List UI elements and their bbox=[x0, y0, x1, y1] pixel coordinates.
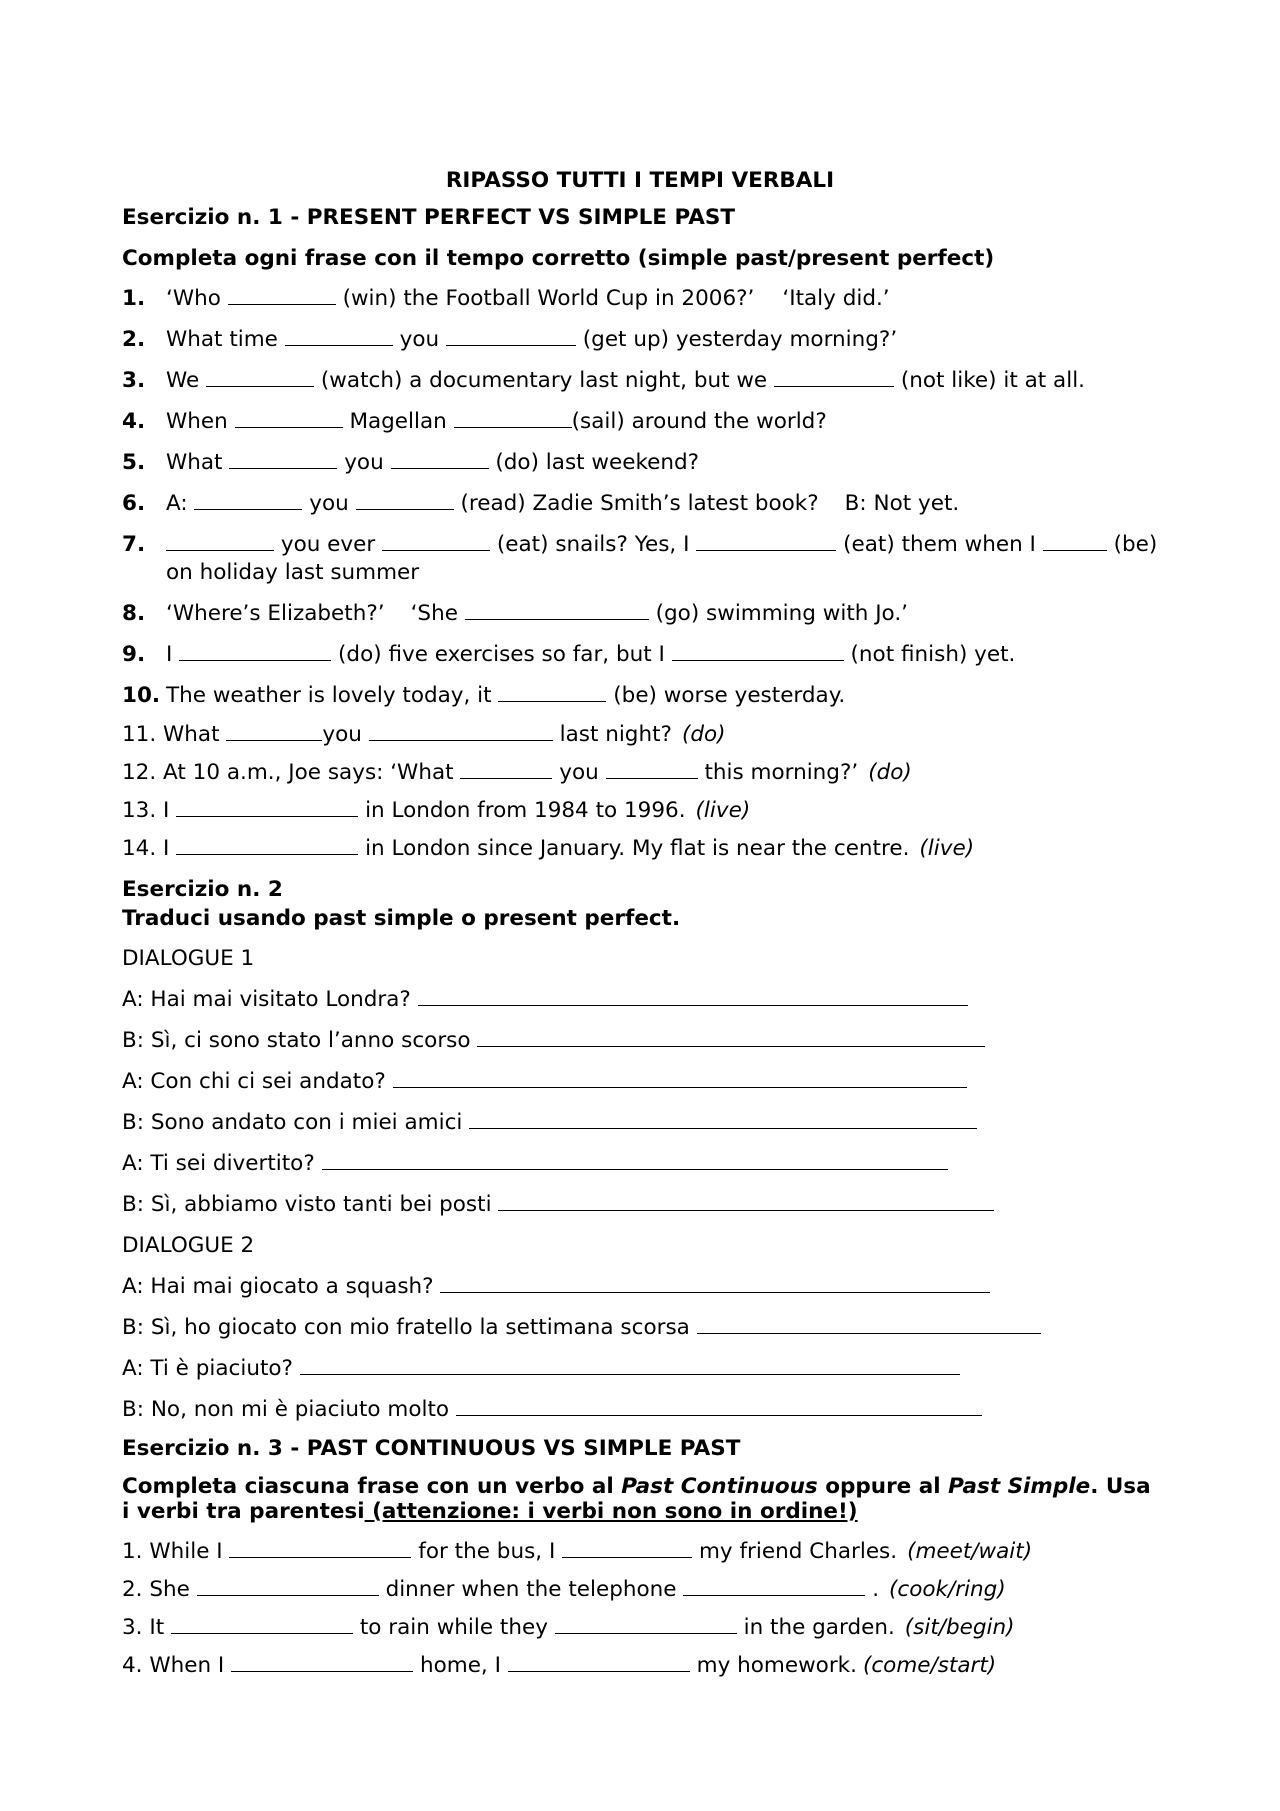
answer-blank[interactable] bbox=[562, 1556, 692, 1558]
exercise-1-item: 6. A: you (read) Zadie Smith’s latest book? B: Not yet. bbox=[122, 491, 960, 516]
exercise-1-item: 10. The weather is lovely today, it (be) worse yesterday. bbox=[122, 683, 846, 708]
exercise-1-item: 8. ‘Where’s Elizabeth?’ ‘She (go) swimming with Jo.’ bbox=[122, 601, 908, 626]
answer-blank[interactable] bbox=[465, 618, 649, 620]
answer-blank[interactable] bbox=[696, 549, 836, 551]
exercise-3-item: 2. She dinner when the telephone . (cook/ring) bbox=[122, 1577, 1006, 1602]
translation-blank[interactable] bbox=[469, 1127, 977, 1129]
answer-blank[interactable] bbox=[1043, 549, 1107, 551]
dialogue-line: A: Hai mai visitato Londra? bbox=[122, 987, 968, 1012]
page-title: RIPASSO TUTTI I TEMPI VERBALI bbox=[445, 168, 835, 193]
exercise-2-heading: Esercizio n. 2 bbox=[122, 877, 283, 902]
answer-blank[interactable] bbox=[508, 1670, 690, 1672]
dialogue-line: B: Sì, abbiamo visto tanti bei posti bbox=[122, 1192, 994, 1217]
translation-blank[interactable] bbox=[300, 1373, 960, 1375]
answer-blank[interactable] bbox=[555, 1632, 737, 1634]
exercise-3-item: 3. It to rain while they in the garden. (sit/begin) bbox=[122, 1615, 1015, 1640]
exercise-1-item: 4. When Magellan (sail) around the world? bbox=[122, 409, 827, 434]
translation-blank[interactable] bbox=[393, 1086, 967, 1088]
answer-blank[interactable] bbox=[235, 426, 343, 428]
exercise-1-instruction: Completa ogni frase con il tempo corretto (simple past/present perfect) bbox=[122, 246, 995, 271]
translation-blank[interactable] bbox=[498, 1209, 994, 1211]
exercise-1-item: 12. At 10 a.m., Joe says: ‘What you this morning?’ (do) bbox=[122, 760, 912, 785]
answer-blank[interactable] bbox=[774, 385, 894, 387]
answer-blank[interactable] bbox=[369, 739, 553, 741]
answer-blank[interactable] bbox=[171, 1632, 353, 1634]
answer-blank[interactable] bbox=[498, 700, 606, 702]
exercise-2-instruction: Traduci usando past simple o present perfect. bbox=[122, 906, 681, 931]
answer-blank[interactable] bbox=[454, 426, 572, 428]
answer-blank[interactable] bbox=[356, 508, 454, 510]
answer-blank[interactable] bbox=[176, 815, 358, 817]
dialogue-line: B: Sono andato con i miei amici bbox=[122, 1110, 977, 1135]
answer-blank[interactable] bbox=[231, 1670, 413, 1672]
dialogue-1-label: DIALOGUE 1 bbox=[122, 946, 255, 971]
dialogue-2-label: DIALOGUE 2 bbox=[122, 1233, 255, 1258]
exercise-1-item-continuation: on holiday last summer bbox=[166, 560, 420, 585]
answer-blank[interactable] bbox=[166, 549, 274, 551]
answer-blank[interactable] bbox=[672, 659, 844, 661]
translation-blank[interactable] bbox=[440, 1291, 990, 1293]
answer-blank[interactable] bbox=[206, 385, 314, 387]
dialogue-line: B: No, non mi è piaciuto molto bbox=[122, 1397, 982, 1422]
exercise-1-item: 9. I (do) five exercises so far, but I (not finish) yet. bbox=[122, 642, 1016, 667]
dialogue-line: A: Ti è piaciuto? bbox=[122, 1356, 960, 1381]
exercise-1-item: 13. I in London from 1984 to 1996. (live) bbox=[122, 798, 751, 823]
answer-blank[interactable] bbox=[285, 344, 393, 346]
answer-blank[interactable] bbox=[179, 659, 331, 661]
exercise-1-item: 3. We (watch) a documentary last night, but we (not like) it at all. bbox=[122, 368, 1086, 393]
translation-blank[interactable] bbox=[322, 1168, 948, 1170]
dialogue-line: A: Ti sei divertito? bbox=[122, 1151, 948, 1176]
exercise-3-instruction-line-1: Completa ciascuna frase con un verbo al Past Continuous oppure al Past Simple. Usa bbox=[122, 1474, 1151, 1499]
answer-blank[interactable] bbox=[391, 467, 489, 469]
exercise-1-item: 1. ‘Who (win) the Football World Cup in 2006?’ ‘Italy did.’ bbox=[122, 286, 890, 311]
answer-blank[interactable] bbox=[606, 777, 698, 779]
exercise-1-item: 14. I in London since January. My flat is near the centre. (live) bbox=[122, 836, 975, 861]
translation-blank[interactable] bbox=[477, 1045, 985, 1047]
dialogue-line: B: Sì, ho giocato con mio fratello la settimana scorsa bbox=[122, 1315, 1041, 1340]
answer-blank[interactable] bbox=[228, 303, 336, 305]
exercise-3-item: 4. When I home, I my homework. (come/start) bbox=[122, 1653, 997, 1678]
exercise-1-item: 2. What time you (get up) yesterday morning?’ bbox=[122, 327, 898, 352]
exercise-3-heading: Esercizio n. 3 - PAST CONTINUOUS VS SIMPLE PAST bbox=[122, 1436, 741, 1461]
answer-blank[interactable] bbox=[197, 1594, 379, 1596]
answer-blank[interactable] bbox=[176, 853, 358, 855]
translation-blank[interactable] bbox=[456, 1414, 982, 1416]
dialogue-line: B: Sì, ci sono stato l’anno scorso bbox=[122, 1028, 985, 1053]
exercise-3-instruction-line-2: i verbi tra parentesi (attenzione: i verbi non sono in ordine!) bbox=[122, 1499, 858, 1524]
answer-blank[interactable] bbox=[226, 739, 322, 741]
exercise-1-heading: Esercizio n. 1 - PRESENT PERFECT VS SIMPLE PAST bbox=[122, 205, 736, 230]
answer-blank[interactable] bbox=[382, 549, 490, 551]
translation-blank[interactable] bbox=[418, 1004, 968, 1006]
answer-blank[interactable] bbox=[194, 508, 302, 510]
answer-blank[interactable] bbox=[683, 1594, 865, 1596]
translation-blank[interactable] bbox=[697, 1332, 1041, 1334]
dialogue-line: A: Con chi ci sei andato? bbox=[122, 1069, 967, 1094]
answer-blank[interactable] bbox=[460, 777, 552, 779]
answer-blank[interactable] bbox=[446, 344, 576, 346]
answer-blank[interactable] bbox=[229, 467, 337, 469]
answer-blank[interactable] bbox=[229, 1556, 411, 1558]
exercise-3-item: 1. While I for the bus, I my friend Charles. (meet/wait) bbox=[122, 1539, 1033, 1564]
exercise-1-item: 11. What you last night? (do) bbox=[122, 722, 726, 747]
exercise-1-item: 5. What you (do) last weekend? bbox=[122, 450, 700, 475]
exercise-1-item: 7. you ever (eat) snails? Yes, I (eat) them when I (be) bbox=[122, 532, 1158, 557]
dialogue-line: A: Hai mai giocato a squash? bbox=[122, 1274, 990, 1299]
